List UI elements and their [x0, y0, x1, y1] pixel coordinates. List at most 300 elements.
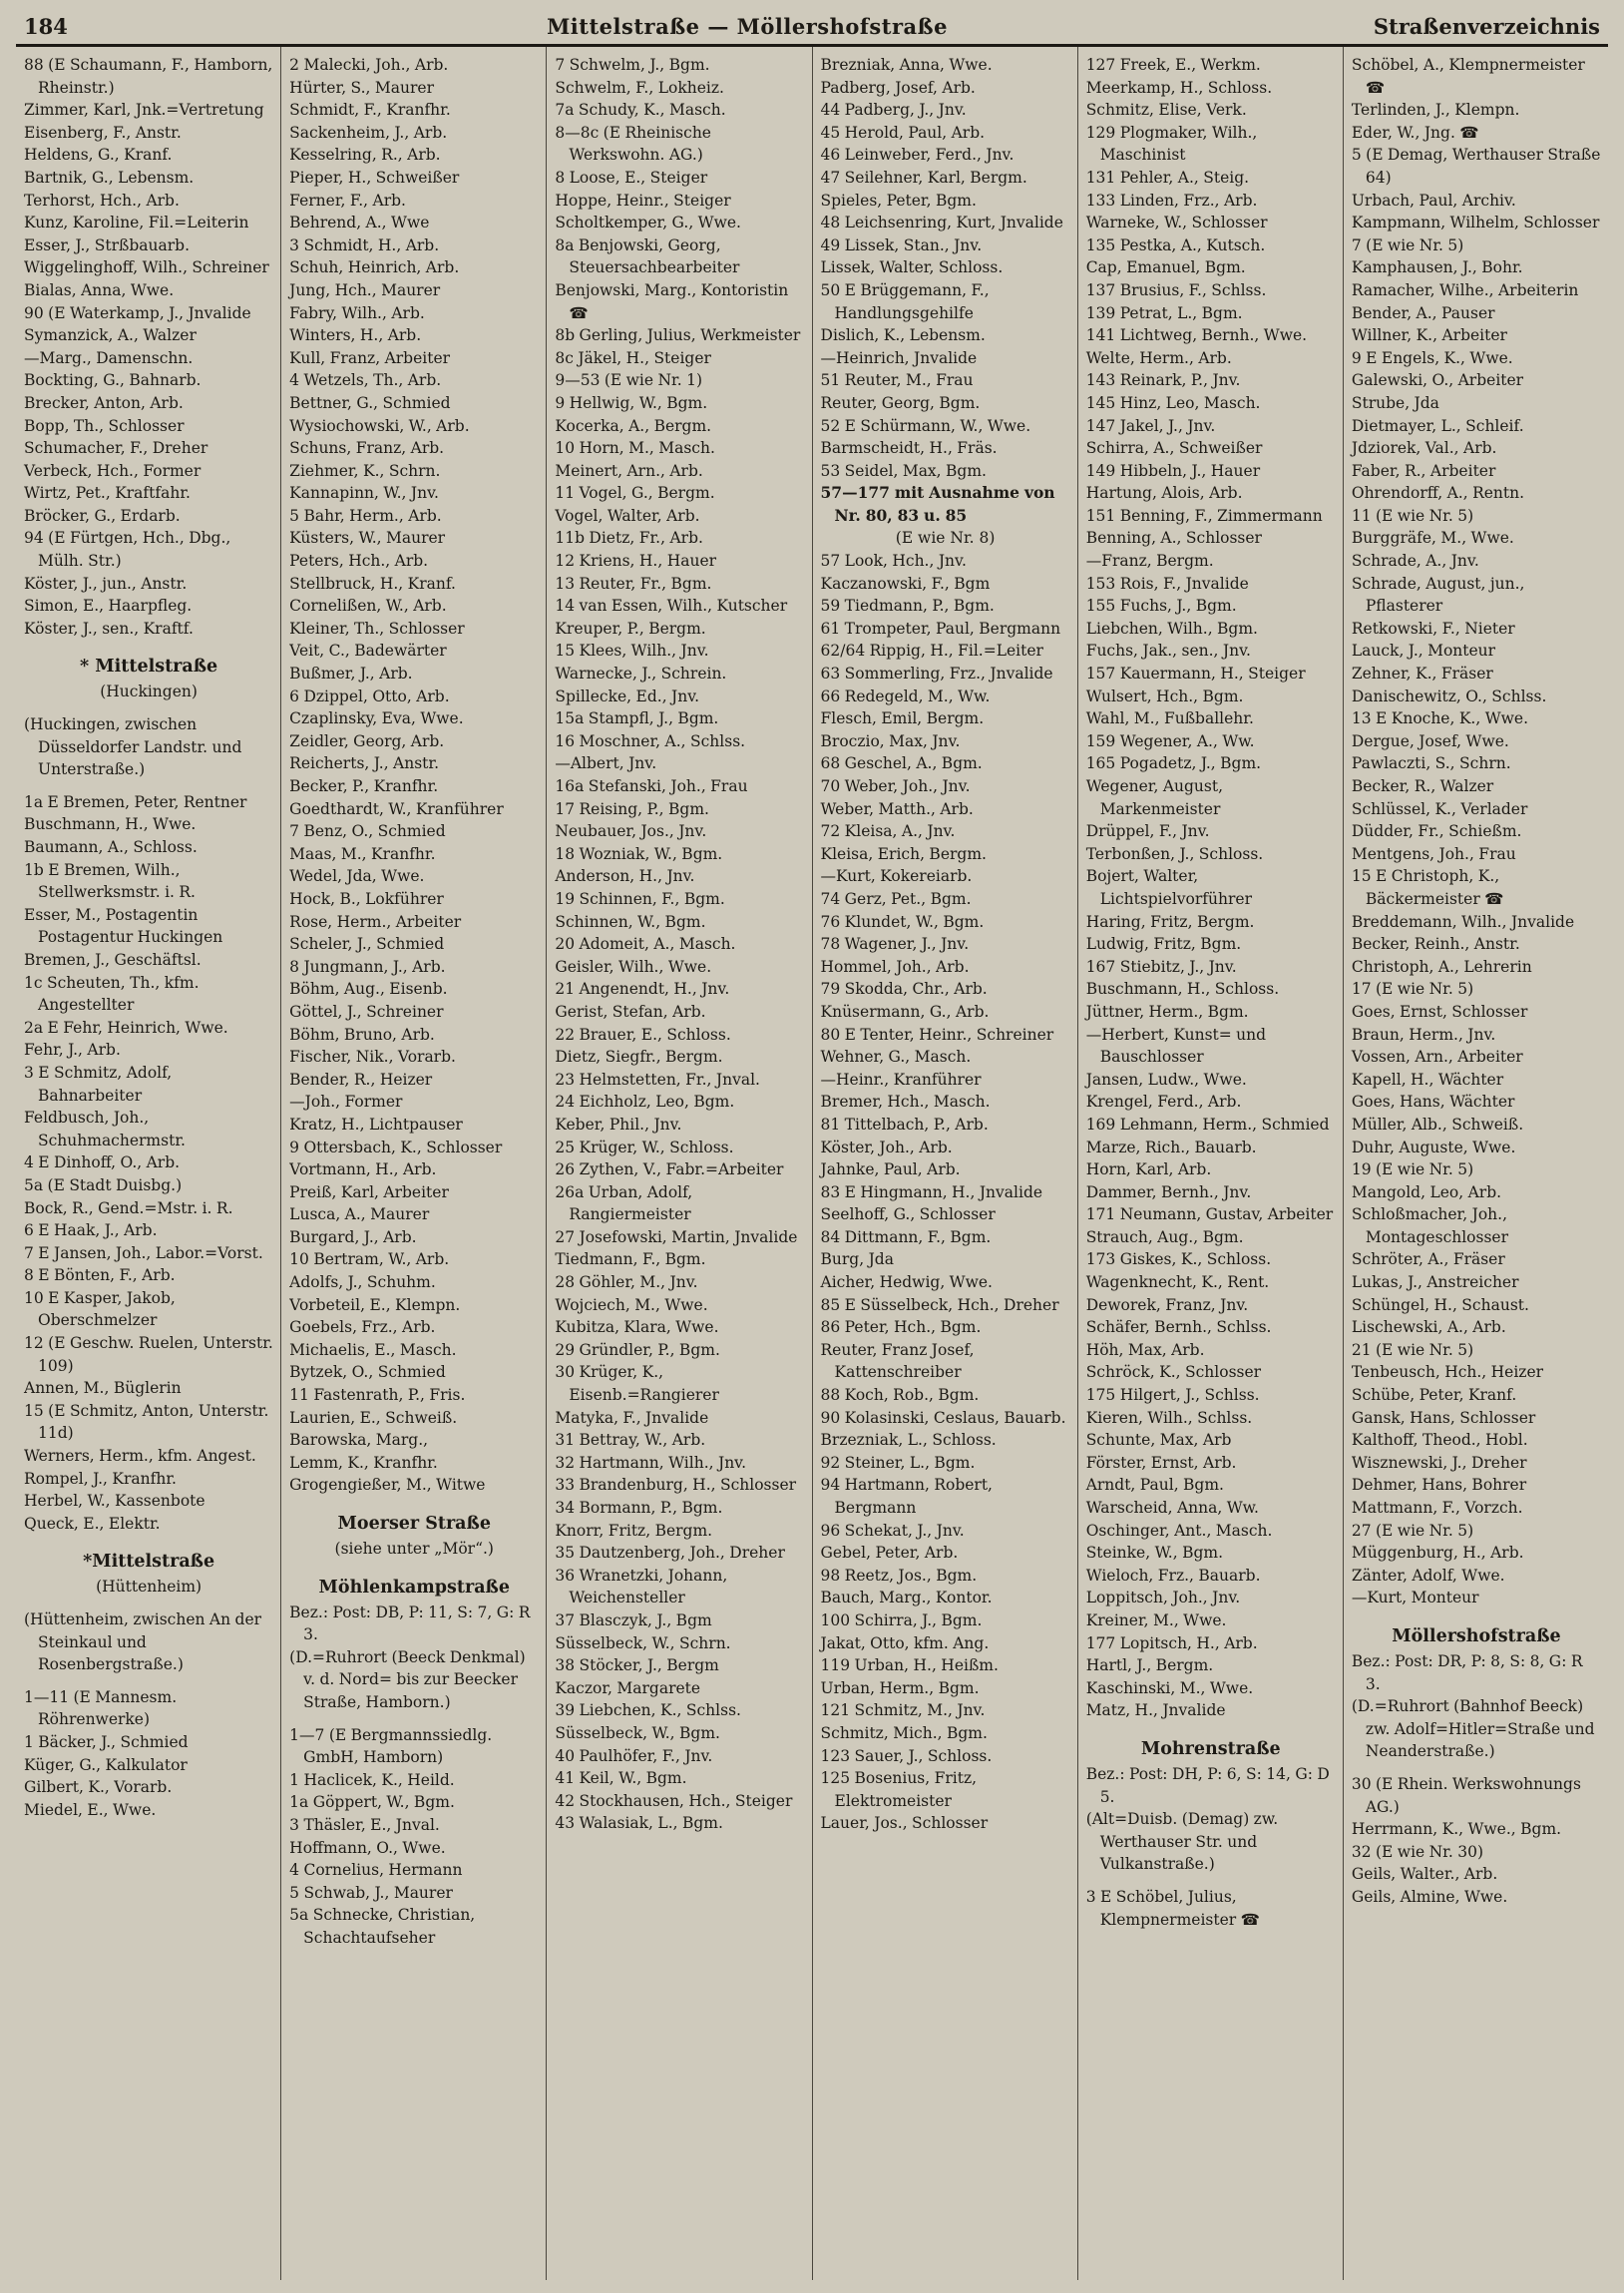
directory-entry: —Franz, Bergm. [1085, 552, 1214, 571]
directory-entry: 86 Peter, Hch., Bgm. [820, 1318, 982, 1337]
directory-entry: 37 Blasczyk, J., Bgm [555, 1610, 712, 1629]
directory-entry: 46 Leinweber, Ferd., Jnv. [820, 146, 1015, 165]
directory-entry: 19 (E wie Nr. 5) [1351, 1160, 1474, 1179]
directory-entry: 7 (E wie Nr. 5) [1351, 235, 1464, 254]
directory-entry: 88 Koch, Rob., Bgm. [820, 1386, 980, 1405]
directory-entry: Zehner, K., Fräser [1351, 665, 1493, 684]
directory-entry: Kubitza, Klara, Wwe. [555, 1318, 719, 1337]
directory-entry: Mattmann, F., Vorzch. [1351, 1499, 1523, 1517]
directory-entry: Symanzick, A., Walzer [24, 326, 197, 345]
directory-entry: Vortmann, H., Arb. [289, 1160, 437, 1179]
directory-entry: Becker, P., Kranfhr. [289, 777, 439, 795]
directory-entry: Verbeck, Hch., Former [24, 461, 202, 480]
directory-entry: Ludwig, Fritz, Bgm. [1085, 935, 1242, 954]
directory-entry: Fehr, J., Arb. [24, 1041, 121, 1060]
directory-entry: Warscheid, Anna, Ww. [1085, 1499, 1259, 1517]
directory-entry: 4 E Dinhoff, O., Arb. [24, 1153, 181, 1172]
directory-entry: 24 Eichholz, Leo, Bgm. [555, 1093, 735, 1112]
directory-entry: Kannapinn, W., Jnv. [289, 484, 439, 503]
directory-entry: 90 Kolasinski, Ceslaus, Bauarb. [820, 1408, 1066, 1427]
directory-entry: Dergue, Josef, Wwe. [1351, 731, 1509, 750]
directory-entry: Schinnen, W., Bgm. [555, 912, 706, 931]
directory-entry: 38 Stöcker, J., Bergm [555, 1656, 719, 1675]
directory-entry: 11 Vogel, G., Bergm. [555, 484, 715, 503]
directory-entry: 5 (E Demag, Werthauser Straße 64) [1351, 146, 1601, 187]
directory-entry: Oschinger, Ant., Masch. [1085, 1521, 1273, 1540]
directory-entry: 13 E Knoche, K., Wwe. [1351, 709, 1528, 728]
directory-entry: Hommel, Joh., Arb. [820, 957, 970, 976]
directory-entry: Förster, Ernst, Arb. [1085, 1453, 1237, 1472]
directory-entry: 1a Göppert, W., Bgm. [289, 1793, 455, 1812]
directory-entry: Vogel, Walter, Arb. [555, 506, 700, 525]
directory-column-4 [813, 47, 1078, 2280]
directory-entry: Buschmann, H., Wwe. [24, 815, 197, 834]
directory-entry: 17 Reising, P., Bgm. [555, 799, 709, 818]
directory-entry: 50 E Brüggemann, F., Handlungsgehilfe [820, 280, 990, 322]
directory-entry: Annen, M., Büglerin [24, 1379, 182, 1398]
directory-entry: 79 Skodda, Chr., Arb. [820, 980, 988, 999]
directory-entry: Flesch, Emil, Bergm. [820, 709, 985, 728]
directory-entry: Kleiner, Th., Schlosser [289, 619, 465, 638]
directory-entry: 153 Rois, F., Jnvalide [1085, 574, 1249, 593]
directory-entry: 133 Linden, Frz., Arb. [1085, 191, 1258, 210]
directory-entry: 43 Walasiak, L., Bgm. [555, 1814, 723, 1833]
directory-entry: Meinert, Arn., Arb. [555, 461, 703, 480]
directory-entry: Süsselbeck, W., Bgm. [555, 1723, 720, 1742]
directory-entry: Kull, Franz, Arbeiter [289, 348, 451, 367]
directory-entry: (D.=Ruhrort (Beeck Denkmal) v. d. Nord= bis zur Beecker Straße, Hamborn.) [289, 1647, 526, 1711]
directory-entry: Jdziorek, Val., Arb. [1351, 439, 1497, 458]
directory-entry: Kesselring, R., Arb. [289, 146, 441, 165]
directory-column-6 [1344, 47, 1608, 2280]
directory-entry: Lauck, J., Monteur [1351, 642, 1496, 661]
directory-entry: Süsselbeck, W., Schrn. [555, 1633, 731, 1652]
directory-entry: Schröck, K., Schlosser [1085, 1363, 1262, 1382]
directory-entry: 9 E Engels, K., Wwe. [1351, 348, 1513, 367]
directory-entry: Lusca, A., Maurer [289, 1205, 430, 1224]
directory-entry: Köster, J., sen., Kraftf. [24, 619, 194, 638]
directory-entry: Lischewski, A., Arb. [1351, 1318, 1506, 1337]
directory-entry: 125 Bosenius, Fritz, Elektromeister [820, 1769, 978, 1810]
directory-entry: 141 Lichtweg, Bernh., Wwe. [1085, 326, 1308, 345]
directory-entry: Dammer, Bernh., Jnv. [1085, 1182, 1252, 1201]
directory-entry: 13 Reuter, Fr., Bgm. [555, 574, 712, 593]
directory-entry: (Huckingen, zwischen Düsseldorfer Landstr. und Unterstraße.) [24, 715, 242, 779]
directory-entry: 173 Giskes, K., Schloss. [1085, 1250, 1272, 1269]
directory-entry: Gebel, Peter, Arb. [820, 1544, 959, 1563]
directory-entry: 3 E Schöbel, Julius, Klempnermeister ☎ [1085, 1887, 1260, 1929]
directory-entry: 143 Reinark, P., Jnv. [1085, 371, 1241, 390]
directory-column-1 [16, 47, 281, 2280]
directory-entry: 36 Wranetzki, Johann, Weichensteller [555, 1566, 728, 1607]
directory-entry: (Hüttenheim, zwischen An der Steinkaul und Rosenbergstraße.) [24, 1610, 262, 1674]
directory-entry: 45 Herold, Paul, Arb. [820, 123, 986, 142]
directory-entry: 1 Bäcker, J., Schmied [24, 1732, 189, 1751]
directory-entry: 11 (E wie Nr. 5) [1351, 506, 1474, 525]
directory-entry: 8—8c (E Rheinische Werkswohn. AG.) [555, 123, 711, 165]
directory-entry: 3 E Schmitz, Adolf, Bahnarbeiter [24, 1063, 173, 1105]
directory-entry: Geisler, Wilh., Wwe. [555, 957, 712, 976]
directory-entry: 8 E Bönten, F., Arb. [24, 1266, 176, 1285]
directory-entry: 10 E Kasper, Jakob, Oberschmelzer [24, 1288, 176, 1330]
directory-entry: 18 Wozniak, W., Bgm. [555, 844, 723, 863]
directory-entry: 167 Stiebitz, J., Jnv. [1085, 957, 1237, 976]
directory-entry: Sackenheim, J., Arb. [289, 123, 448, 142]
directory-entry: 151 Benning, F., Zimmermann [1085, 506, 1323, 525]
directory-entry: 68 Geschel, A., Bgm. [820, 754, 983, 773]
directory-entry: Herrmann, K., Wwe., Bgm. [1351, 1820, 1562, 1839]
directory-entry: 1b E Bremen, Wilh., Stellwerksmstr. i. R. [24, 860, 196, 902]
directory-entry: 85 E Süsselbeck, Hch., Dreher [820, 1295, 1059, 1314]
directory-entry: 32 Hartmann, Wilh., Jnv. [555, 1453, 747, 1472]
directory-entry: 66 Redegeld, M., Ww. [820, 687, 991, 705]
directory-entry: 19 Schinnen, F., Bgm. [555, 889, 725, 908]
directory-entry: Miedel, E., Wwe. [24, 1800, 157, 1819]
directory-entry: Christoph, A., Lehrerin [1351, 957, 1532, 976]
directory-entry: Schrade, A., Jnv. [1351, 552, 1479, 571]
directory-entry: Jung, Hch., Maurer [289, 280, 441, 299]
directory-entry: 27 Josefowski, Martin, Jnvalide [555, 1227, 798, 1246]
directory-entry: Reuter, Georg, Bgm. [820, 393, 981, 412]
directory-entry: Galewski, O., Arbeiter [1351, 371, 1524, 390]
directory-entry: —Marg., Damenschn. [24, 348, 194, 367]
directory-entry: 25 Krüger, W., Schloss. [555, 1138, 734, 1156]
directory-entry: Müller, Alb., Schweiß. [1351, 1115, 1524, 1134]
centered-note: (Hüttenheim) [96, 1578, 203, 1597]
directory-entry: Hartl, J., Bergm. [1085, 1656, 1214, 1675]
spacer [24, 781, 273, 791]
directory-entry: Zimmer, Karl, Jnk.=Vertretung [24, 101, 264, 120]
directory-entry: Kleisa, Erich, Bergm. [820, 844, 987, 863]
directory-entry: Jüttner, Herm., Bgm. [1085, 1002, 1249, 1021]
directory-entry: Retkowski, F., Nieter [1351, 619, 1515, 638]
directory-entry: Burggräfe, M., Wwe. [1351, 529, 1514, 548]
directory-entry: 171 Neumann, Gustav, Arbeiter [1085, 1205, 1334, 1224]
directory-entry: Fabry, Wilh., Arb. [289, 303, 425, 322]
directory-entry: Brecker, Anton, Arb. [24, 393, 184, 412]
directory-entry: Schrade, August, jun., Pflasterer [1351, 574, 1525, 616]
directory-entry: 147 Jakel, J., Jnv. [1085, 416, 1216, 435]
directory-entry: 41 Keil, W., Bgm. [555, 1769, 687, 1788]
directory-entry: Schmidt, F., Kranfhr. [289, 101, 451, 120]
street-heading: Möllershofstraße [1392, 1625, 1561, 1646]
directory-entry: Kreiner, M., Wwe. [1085, 1610, 1227, 1629]
directory-entry: Grogengießer, M., Witwe [289, 1476, 486, 1495]
directory-entry: 31 Bettray, W., Arb. [555, 1431, 706, 1450]
directory-entry: Czaplinsky, Eva, Wwe. [289, 709, 464, 728]
directory-entry: 1a E Bremen, Peter, Rentner [24, 792, 247, 811]
directory-entry: Scheler, J., Schmied [289, 935, 445, 954]
directory-entry: 2a E Fehr, Heinrich, Wwe. [24, 1018, 228, 1037]
directory-entry: Kapell, H., Wächter [1351, 1070, 1504, 1089]
street-heading: Möhlenkampstraße [318, 1577, 510, 1598]
directory-entry: 23 Helmstetten, Fr., Jnval. [555, 1070, 760, 1089]
directory-entry: Adolfs, J., Schuhm. [289, 1273, 436, 1292]
directory-entry: Wojciech, M., Wwe. [555, 1295, 708, 1314]
directory-entry: Drüppel, F., Jnv. [1085, 822, 1210, 841]
directory-entry: Bez.: Post: DH, P: 6, S: 14, G: D 5. [1085, 1764, 1330, 1806]
directory-entry: Dietz, Siegfr., Bergm. [555, 1048, 723, 1067]
directory-entry: Küsters, W., Maurer [289, 529, 446, 548]
directory-entry: 21 (E wie Nr. 5) [1351, 1340, 1474, 1359]
directory-entry: Arndt, Paul, Bgm. [1085, 1476, 1224, 1495]
directory-entry: Wisznewski, J., Dreher [1351, 1453, 1527, 1472]
directory-entry: 8b Gerling, Julius, Werkmeister [555, 326, 801, 345]
directory-entry: Becker, R., Walzer [1351, 777, 1494, 795]
directory-entry: Rompel, J., Kranfhr. [24, 1469, 177, 1488]
directory-entry: Zeidler, Georg, Arb. [289, 731, 445, 750]
directory-entry: 76 Klundet, W., Bgm. [820, 912, 985, 931]
directory-entry: 78 Wagener, J., Jnv. [820, 935, 970, 954]
directory-entry: Wieloch, Frz., Bauarb. [1085, 1566, 1261, 1585]
directory-entry: Behrend, A., Wwe [289, 214, 430, 232]
directory-entry: 53 Seidel, Max, Bgm. [820, 461, 987, 480]
directory-entry: Vorbeteil, E., Klempn. [289, 1295, 461, 1314]
directory-entry: Horn, Karl, Arb. [1085, 1160, 1212, 1179]
directory-entry: Geils, Almine, Wwe. [1351, 1887, 1508, 1906]
directory-entry: 94 Hartmann, Robert, Bergmann [820, 1476, 993, 1517]
directory-entry: Willner, K., Arbeiter [1351, 326, 1507, 345]
directory-entry: Braun, Herm., Jnv. [1351, 1025, 1496, 1044]
directory-entry: 5 Schwab, J., Maurer [289, 1883, 453, 1902]
directory-entry: Lauer, Jos., Schlosser [820, 1814, 989, 1833]
directory-entry: Schunte, Max, Arb [1085, 1431, 1232, 1450]
directory-entry: 127 Freek, E., Werkm. [1085, 56, 1261, 74]
directory-entry: 26a Urban, Adolf, Rangiermeister [555, 1182, 693, 1224]
directory-entry: 94 (E Fürtgen, Hch., Dbg., Mülh. Str.) [24, 529, 231, 571]
directory-entry: 84 Dittmann, F., Bgm. [820, 1227, 992, 1246]
directory-columns [16, 47, 1608, 2280]
directory-entry: Kreuper, P., Bergm. [555, 619, 706, 638]
directory-entry: 49 Lissek, Stan., Jnv. [820, 235, 983, 254]
centered-note: (E wie Nr. 8) [895, 529, 996, 548]
directory-entry: Kaczanowski, F., Bgm [820, 574, 991, 593]
page-number: 184 [24, 14, 68, 39]
directory-entry: Winters, H., Arb. [289, 326, 422, 345]
directory-entry: Eder, W., Jng. ☎ [1351, 123, 1479, 142]
directory-entry: (Alt=Duisb. (Demag) zw. Werthauser Str. und Vulkanstraße.) [1085, 1810, 1279, 1874]
directory-entry: Wirtz, Pet., Kraftfahr. [24, 484, 191, 503]
directory-entry: 8c Jäkel, H., Steiger [555, 348, 711, 367]
directory-entry: Stellbruck, H., Kranf. [289, 574, 456, 593]
directory-entry: Herbel, W., Kassenbote [24, 1492, 205, 1511]
directory-entry: Kaczor, Margarete [555, 1678, 701, 1697]
directory-entry: Veit, C., Badewärter [289, 642, 447, 661]
directory-entry: Scholtkemper, G., Wwe. [555, 214, 741, 232]
directory-entry: Wehner, G., Masch. [820, 1048, 972, 1067]
directory-entry: Müggenburg, H., Arb. [1351, 1544, 1524, 1563]
directory-entry: 121 Schmitz, M., Jnv. [820, 1701, 986, 1720]
directory-entry: 11b Dietz, Fr., Arb. [555, 529, 703, 548]
directory-entry: 123 Sauer, J., Schloss. [820, 1746, 993, 1765]
directory-entry: Hoppe, Heinr., Steiger [555, 191, 731, 210]
directory-entry: Barmscheidt, H., Fräs. [820, 439, 998, 458]
directory-entry: Reicherts, J., Anstr. [289, 754, 440, 773]
directory-entry: Rose, Herm., Arbeiter [289, 912, 462, 931]
directory-entry: Göttel, J., Schreiner [289, 1002, 444, 1021]
directory-entry: 6 Dzippel, Otto, Arb. [289, 687, 450, 705]
directory-entry: Jahnke, Paul, Arb. [820, 1160, 961, 1179]
directory-entry: 70 Weber, Joh., Jnv. [820, 777, 971, 795]
directory-entry: 1 Haclicek, K., Heild. [289, 1770, 455, 1789]
spacer [24, 1599, 273, 1608]
directory-entry: Wagenknecht, K., Rent. [1085, 1273, 1270, 1292]
directory-entry: 177 Lopitsch, H., Arb. [1085, 1633, 1258, 1652]
directory-entry: Deworek, Franz, Jnv. [1085, 1295, 1249, 1314]
directory-entry: Bez.: Post: DR, P: 8, S: 8, G: R 3. [1351, 1651, 1583, 1693]
directory-entry: Neubauer, Jos., Jnv. [555, 822, 707, 841]
directory-entry: Gansk, Hans, Schlosser [1351, 1408, 1536, 1427]
directory-entry: Werners, Herm., kfm. Angest. [24, 1447, 256, 1466]
directory-entry: —Heinr., Kranführer [820, 1070, 982, 1089]
directory-entry: —Herbert, Kunst= und Bauschlosser [1085, 1025, 1267, 1067]
directory-entry: Jakat, Otto, kfm. Ang. [820, 1633, 990, 1652]
directory-entry: 35 Dautzenberg, Joh., Dreher [555, 1544, 785, 1563]
directory-entry: Kalthoff, Theod., Hobl. [1351, 1431, 1528, 1450]
directory-entry: 7 E Jansen, Joh., Labor.=Vorst. [24, 1243, 263, 1262]
directory-entry: 62/64 Rippig, H., Fil.=Leiter [820, 642, 1043, 661]
directory-entry: Burg, Jda [820, 1250, 894, 1269]
directory-entry: Kunz, Karoline, Fil.=Leiterin [24, 214, 249, 232]
directory-entry: —Kurt, Kokereiarb. [820, 867, 973, 886]
centered-note: (Huckingen) [100, 683, 198, 701]
directory-column-3 [547, 47, 812, 2280]
directory-entry: Knüsermann, G., Arb. [820, 1002, 990, 1021]
directory-entry: 27 (E wie Nr. 5) [1351, 1521, 1474, 1540]
directory-entry: 8 Loose, E., Steiger [555, 168, 708, 187]
directory-entry: 16a Stefanski, Joh., Frau [555, 777, 748, 795]
directory-entry: Strauch, Aug., Bgm. [1085, 1227, 1244, 1246]
directory-entry: Weber, Matth., Arb. [820, 799, 974, 818]
directory-entry: 11 Fastenrath, P., Fris. [289, 1386, 466, 1405]
directory-column-5 [1078, 47, 1344, 2280]
directory-entry: Buschmann, H., Schloss. [1085, 980, 1280, 999]
directory-entry: 83 E Hingmann, H., Jnvalide [820, 1182, 1043, 1201]
directory-entry: Bopp, Th., Schlosser [24, 416, 185, 435]
directory-entry: Liebchen, Wilh., Bgm. [1085, 619, 1258, 638]
directory-entry: 3 Schmidt, H., Arb. [289, 235, 440, 254]
directory-entry: Becker, Reinh., Anstr. [1351, 935, 1520, 954]
directory-entry: Burgard, J., Arb. [289, 1227, 417, 1246]
directory-entry: Pawlaczti, S., Schrn. [1351, 754, 1511, 773]
directory-entry: Ferner, F., Arb. [289, 191, 406, 210]
spacer [24, 1676, 273, 1686]
directory-entry: Lukas, J., Anstreicher [1351, 1273, 1519, 1292]
directory-entry: 131 Pehler, A., Steig. [1085, 168, 1250, 187]
directory-entry: Böhm, Bruno, Arb. [289, 1025, 435, 1044]
directory-entry: Fuchs, Jak., sen., Jnv. [1085, 642, 1251, 661]
directory-entry: Kaschinski, M., Wwe. [1085, 1678, 1254, 1697]
directory-entry: 40 Paulhöfer, F., Jnv. [555, 1746, 713, 1765]
directory-entry: Reuter, Franz Josef, Kattenschreiber [820, 1340, 975, 1382]
directory-entry: 72 Kleisa, A., Jnv. [820, 822, 956, 841]
directory-entry: Bender, A., Pauser [1351, 303, 1495, 322]
directory-entry: Padberg, Josef, Arb. [820, 78, 976, 97]
directory-entry: Eisenberg, F., Anstr. [24, 123, 182, 142]
directory-entry: —Albert, Jnv. [555, 754, 657, 773]
directory-entry: 47 Seilehner, Karl, Bergm. [820, 168, 1027, 187]
directory-entry: 1c Scheuten, Th., kfm. Angestellter [24, 973, 200, 1015]
directory-entry: Queck, E., Elektr. [24, 1514, 161, 1533]
directory-entry: 3 Thäsler, E., Jnval. [289, 1815, 440, 1834]
directory-entry: Goedthardt, W., Kranführer [289, 799, 504, 818]
directory-entry: Bojert, Walter, Lichtspielvorführer [1085, 867, 1252, 908]
directory-entry: 15 (E Schmitz, Anton, Unterstr. 11d) [24, 1401, 269, 1443]
directory-entry: 5 Bahr, Herm., Arb. [289, 506, 442, 525]
directory-entry: Schlüssel, K., Verlader [1351, 799, 1528, 818]
directory-entry: Tiedmann, F., Bgm. [555, 1250, 706, 1269]
directory-entry: Schwelm, F., Lokheiz. [555, 78, 724, 97]
directory-entry: Schübe, Peter, Kranf. [1351, 1386, 1517, 1405]
directory-entry: 129 Plogmaker, Wilh., Maschinist [1085, 123, 1258, 165]
spacer [24, 703, 273, 713]
directory-entry: Maas, M., Kranfhr. [289, 844, 436, 863]
directory-column-2 [281, 47, 547, 2280]
directory-entry: Kratz, H., Lichtpauser [289, 1115, 463, 1134]
directory-entry: 33 Brandenburg, H., Schlosser [555, 1476, 797, 1495]
directory-entry: 1—11 (E Mannesm. Röhrenwerke) [24, 1687, 178, 1729]
directory-entry: Bock, R., Gend.=Mstr. i. R. [24, 1198, 233, 1217]
directory-entry: Bartnik, G., Lebensm. [24, 168, 195, 187]
page-header [16, 8, 1608, 44]
directory-entry: Barowska, Marg., [289, 1431, 429, 1450]
directory-entry: Ziehmer, K., Schrn. [289, 461, 441, 480]
directory-entry: Kampmann, Wilhelm, Schlosser [1351, 214, 1600, 232]
directory-entry: 81 Tittelbach, P., Arb. [820, 1115, 989, 1134]
directory-entry: Feldbusch, Joh., Schuhmachermstr. [24, 1109, 186, 1149]
directory-entry: Esser, J., Strßbauarb. [24, 235, 191, 254]
directory-entry: 2 Malecki, Joh., Arb. [289, 56, 449, 74]
directory-entry: —Kurt, Monteur [1351, 1589, 1479, 1607]
directory-entry: Bender, R., Heizer [289, 1070, 433, 1089]
directory-entry: Geils, Walter., Arb. [1351, 1865, 1498, 1884]
street-heading: Mohrenstraße [1140, 1738, 1281, 1759]
directory-entry: Bußmer, J., Arb. [289, 665, 413, 684]
directory-entry: Bremen, J., Geschäftsl. [24, 950, 202, 969]
directory-entry: 159 Wegener, A., Ww. [1085, 731, 1255, 750]
directory-entry: Gilbert, K., Vorarb. [24, 1778, 173, 1797]
directory-entry: 14 van Essen, Wilh., Kutscher [555, 597, 788, 616]
directory-entry: Küger, G., Kalkulator [24, 1755, 188, 1774]
directory-entry: Laurien, E., Schweiß. [289, 1408, 458, 1427]
directory-entry: Dehmer, Hans, Bohrer [1351, 1476, 1527, 1495]
directory-entry: Schmitz, Mich., Bgm. [820, 1723, 988, 1742]
directory-entry: Urban, Herm., Bgm. [820, 1678, 980, 1697]
directory-entry: 98 Reetz, Jos., Bgm. [820, 1566, 978, 1585]
directory-entry: Wegener, August, Markenmeister [1085, 777, 1224, 818]
directory-entry: 165 Pogadetz, J., Bgm. [1085, 754, 1262, 773]
directory-entry: 169 Lehmann, Herm., Schmied [1085, 1115, 1330, 1134]
directory-entry: 5a (E Stadt Duisbg.) [24, 1175, 183, 1194]
directory-entry: Spillecke, Ed., Jnv. [555, 687, 700, 705]
directory-entry: 15a Stampfl, J., Bgm. [555, 709, 719, 728]
spacer [1352, 1763, 1601, 1773]
directory-entry: 26 Zythen, V., Fabr.=Arbeiter [555, 1160, 784, 1179]
directory-entry: Goebels, Frz., Arb. [289, 1318, 436, 1337]
directory-entry: Mangold, Leo, Arb. [1351, 1182, 1502, 1201]
directory-entry: 6 E Haak, J., Arb. [24, 1221, 158, 1240]
directory-entry: Düdder, Fr., Schießm. [1351, 822, 1522, 841]
directory-entry: Schirra, A., Schweißer [1085, 439, 1263, 458]
directory-entry: —Joh., Former [289, 1093, 403, 1112]
directory-entry: Köster, Joh., Arb. [820, 1138, 953, 1156]
directory-entry: 7 Benz, O., Schmied [289, 822, 446, 841]
directory-entry: Benning, A., Schlosser [1085, 529, 1262, 548]
directory-entry: 59 Tiedmann, P., Bgm. [820, 597, 995, 616]
directory-entry: Terbonßen, J., Schloss. [1085, 844, 1264, 863]
directory-entry: Loppitsch, Joh., Jnv. [1085, 1589, 1241, 1607]
directory-entry: Steinke, W., Bgm. [1085, 1544, 1224, 1563]
